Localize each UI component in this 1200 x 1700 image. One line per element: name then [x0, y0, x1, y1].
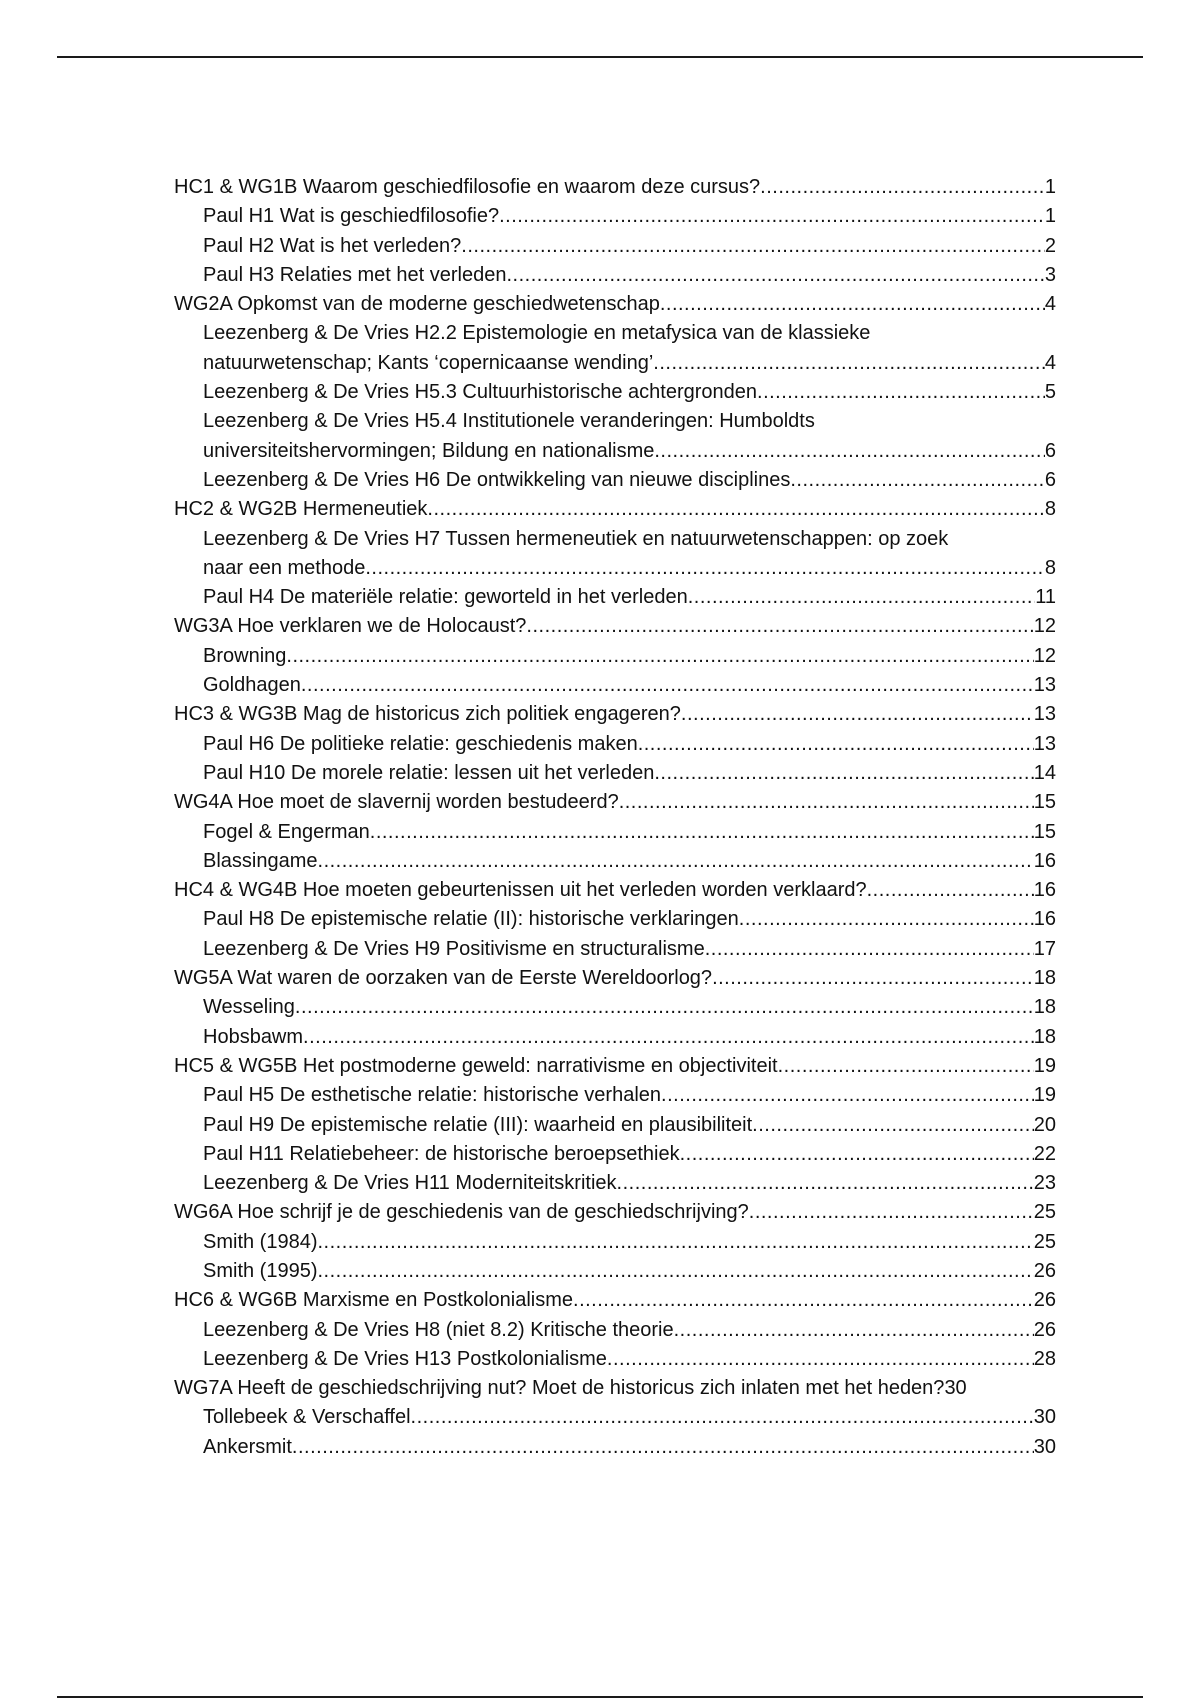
- toc-dot-leader: [286, 642, 1033, 671]
- toc-entry-title: Leezenberg & De Vries H11 Moderniteitskritiek: [203, 1172, 617, 1195]
- toc-dot-leader: [752, 1111, 1034, 1140]
- toc-entry-title: WG7A Heeft de geschiedschrijving nut? Moet de historicus zich inlaten met het heden?: [174, 1377, 945, 1400]
- toc-entry-title: Smith (1995): [203, 1259, 318, 1282]
- toc-page-number: 13: [1033, 674, 1056, 697]
- toc-entry-title: Ankersmit: [203, 1435, 292, 1458]
- toc-page-number: 1: [1044, 176, 1056, 198]
- toc-entry-title: Leezenberg & De Vries H13 Postkolonialisme: [203, 1347, 607, 1370]
- toc-entry-section[interactable]: [174, 700, 1056, 729]
- toc-entry-section[interactable]: [174, 1374, 1056, 1403]
- toc-dot-leader: [573, 1286, 1034, 1315]
- toc-entry-section[interactable]: [174, 1198, 1056, 1227]
- toc-entry-subsection[interactable]: [174, 905, 1056, 934]
- toc-entry-title: HC6 & WG6B Marxisme en Postkolonialisme: [174, 1289, 574, 1312]
- toc-dot-leader: [739, 905, 1034, 934]
- toc-entry-title: Paul H9 De epistemische relatie (III): waarheid en plausibiliteit: [203, 1113, 753, 1136]
- toc-entry-title: Paul H11 Relatiebeheer: de historische beroepsethiek: [203, 1142, 680, 1165]
- toc-page-number: 28: [1033, 1347, 1056, 1370]
- toc-page-number: 30: [1033, 1435, 1056, 1458]
- toc-entry-section[interactable]: [174, 788, 1056, 817]
- toc-entry-section[interactable]: [174, 964, 1056, 993]
- toc-entry-subsection[interactable]: [174, 1345, 1056, 1374]
- toc-entry-subsection[interactable]: [174, 202, 1056, 231]
- toc-entry-title-line1: Leezenberg & De Vries H2.2 Epistemologie en metafysica van de klassieke: [203, 322, 871, 345]
- toc-page-number: 25: [1033, 1201, 1056, 1224]
- toc-dot-leader: [757, 378, 1045, 407]
- toc-dot-leader: [619, 788, 1034, 817]
- toc-page-number: 26: [1033, 1259, 1056, 1282]
- toc-page-number: 4: [1044, 293, 1056, 316]
- toc-entry-subsection[interactable]: [174, 935, 1056, 964]
- toc-entry-subsection[interactable]: [174, 642, 1056, 671]
- toc-dot-leader: [617, 1169, 1034, 1198]
- toc-entry-subsection[interactable]: [174, 1111, 1056, 1140]
- toc-entry-title: HC2 & WG2B Hermeneutiek: [174, 498, 428, 521]
- toc-entry-title: Leezenberg & De Vries H6 De ontwikkeling van nieuwe disciplines: [203, 468, 791, 491]
- toc-entry-section[interactable]: [174, 495, 1056, 524]
- toc-page-number: 8: [1044, 556, 1056, 579]
- toc-dot-leader: [712, 964, 1034, 993]
- toc-dot-leader: [365, 554, 1045, 583]
- toc-dot-leader: [303, 1023, 1034, 1052]
- toc-dot-leader: [705, 935, 1034, 964]
- toc-entry-title: HC4 & WG4B Hoe moeten gebeurtenissen uit het verleden worden verklaard?: [174, 879, 867, 902]
- toc-entry-section[interactable]: [174, 876, 1056, 905]
- toc-entry-title: Leezenberg & De Vries H8 (niet 8.2) Kritische theorie: [203, 1318, 674, 1341]
- toc-dot-leader: [654, 759, 1033, 788]
- toc-entry-subsection[interactable]: [174, 818, 1056, 847]
- toc-entry-title: Tollebeek & Verschaffel: [203, 1406, 411, 1429]
- toc-entry-subsection[interactable]: [174, 583, 1056, 612]
- toc-page-number: 16: [1033, 908, 1056, 931]
- toc-entry-title: Wesseling: [203, 996, 295, 1019]
- toc-page-number: 18: [1033, 967, 1056, 990]
- toc-entry-title: Paul H8 De epistemische relatie (II): historische verklaringen: [203, 908, 739, 931]
- toc-entry-title: natuurwetenschap; Kants ‘copernicaanse wending’: [203, 351, 654, 374]
- toc-dot-leader: [507, 261, 1045, 290]
- toc-dot-leader: [661, 1081, 1034, 1110]
- toc-entry-title: WG6A Hoe schrijf je de geschiedenis van de geschiedschrijving?: [174, 1201, 749, 1224]
- toc-entry-title: Paul H2 Wat is het verleden?: [203, 234, 462, 257]
- toc-entry-title: HC3 & WG3B Mag de historicus zich politiek engageren?: [174, 703, 681, 726]
- toc-entry-subsection[interactable]: [174, 261, 1056, 290]
- toc-entry-title-line1: Leezenberg & De Vries H7 Tussen hermeneutiek en natuurwetenschappen: op zoek: [203, 527, 949, 550]
- toc-entry-section[interactable]: [174, 173, 1056, 202]
- toc-entry-title: Leezenberg & De Vries H9 Positivisme en structuralisme: [203, 937, 705, 960]
- toc-entry-section[interactable]: [174, 1286, 1056, 1315]
- toc-entry-subsection[interactable]: [174, 1081, 1056, 1110]
- toc-page-number: 25: [1033, 1230, 1056, 1253]
- toc-entry-subsection[interactable]: [174, 1228, 1056, 1257]
- toc-entry-section[interactable]: [174, 1052, 1056, 1081]
- toc-page-number: 16: [1033, 849, 1056, 872]
- toc-page-number: 2: [1044, 234, 1056, 257]
- toc-page-number: 18: [1033, 1025, 1056, 1048]
- toc-entry-title: Paul H4 De materiële relatie: geworteld in het verleden: [203, 586, 688, 609]
- toc-dot-leader: [292, 1433, 1034, 1462]
- toc-dot-leader: [461, 232, 1045, 261]
- toc-dot-leader: [318, 1257, 1034, 1286]
- toc-entry-title: WG5A Wat waren de oorzaken van de Eerste Wereldoorlog?: [174, 967, 713, 990]
- toc-page-number: 17: [1033, 937, 1056, 960]
- toc-page-number: 22: [1033, 1142, 1056, 1165]
- toc-page-number: 26: [1033, 1289, 1056, 1312]
- toc-entry-subsection[interactable]: [174, 1403, 1056, 1432]
- toc-page-number: 4: [1044, 351, 1056, 374]
- toc-dot-leader: [674, 1316, 1034, 1345]
- toc-page-number: 18: [1033, 996, 1056, 1019]
- toc-page-number: 11: [1035, 586, 1056, 609]
- toc-dot-leader: [760, 173, 1045, 202]
- toc-page-number: 16: [1033, 879, 1056, 902]
- toc-entry-title: Blassingame: [203, 849, 318, 872]
- toc-entry-title: Browning: [203, 644, 287, 667]
- toc-entry-title: Leezenberg & De Vries H5.3 Cultuurhistorische achtergronden: [203, 381, 758, 404]
- header-rule: [57, 56, 1143, 58]
- toc-page-number: 1: [1044, 205, 1056, 228]
- toc-page-number: 3: [1044, 263, 1056, 286]
- toc-dot-leader: [680, 1140, 1034, 1169]
- toc-entry-title-line1: Leezenberg & De Vries H5.4 Institutionele veranderingen: Humboldts: [203, 410, 815, 433]
- toc-dot-leader: [318, 847, 1034, 876]
- toc-page-number: 19: [1033, 1054, 1056, 1077]
- toc-dot-leader: [318, 1228, 1034, 1257]
- toc-entry-title: Paul H1 Wat is geschiedfilosofie?: [203, 205, 500, 228]
- toc-dot-leader: [681, 700, 1034, 729]
- toc-dot-leader: [607, 1345, 1034, 1374]
- table-of-contents: [174, 173, 1056, 1462]
- toc-dot-leader: [370, 818, 1034, 847]
- toc-page-number: 14: [1033, 761, 1056, 784]
- toc-dot-leader: [499, 202, 1045, 231]
- toc-page-number: 20: [1033, 1113, 1056, 1136]
- toc-page-number: 6: [1044, 468, 1056, 491]
- toc-entry-subsection[interactable]: [174, 1316, 1056, 1345]
- toc-page-number: 6: [1044, 439, 1056, 462]
- toc-dot-leader: [778, 1052, 1034, 1081]
- toc-dot-leader: [411, 1403, 1034, 1432]
- toc-dot-leader: [867, 876, 1034, 905]
- toc-entry-subsection[interactable]: [174, 671, 1056, 700]
- toc-entry-title: naar een methode: [203, 556, 366, 579]
- toc-entry-section[interactable]: [174, 290, 1056, 319]
- toc-entry-title: WG2A Opkomst van de moderne geschiedwetenschap: [174, 293, 660, 316]
- toc-page-number: 12: [1033, 644, 1056, 667]
- toc-dot-leader: [749, 1198, 1034, 1227]
- toc-page-number: 12: [1033, 615, 1056, 638]
- toc-entry-title: Fogel & Engerman: [203, 820, 370, 843]
- toc-entry-subsection[interactable]: [174, 319, 1056, 378]
- toc-entry-title: WG4A Hoe moet de slavernij worden bestudeerd?: [174, 791, 619, 814]
- toc-dot-leader: [638, 730, 1034, 759]
- toc-entry-title: Hobsbawm: [203, 1025, 304, 1048]
- toc-entry-subsection[interactable]: [174, 1023, 1056, 1052]
- toc-dot-leader: [654, 437, 1045, 466]
- toc-entry-subsection[interactable]: [174, 1257, 1056, 1286]
- toc-entry-title: Paul H10 De morele relatie: lessen uit het verleden: [203, 761, 655, 784]
- toc-dot-leader: [653, 349, 1045, 378]
- toc-entry-subsection[interactable]: [174, 407, 1056, 466]
- toc-dot-leader: [688, 583, 1036, 612]
- toc-entry-title: universiteitshervormingen; Bildung en nationalisme: [203, 439, 655, 462]
- toc-dot-leader: [295, 993, 1034, 1022]
- toc-entry-subsection[interactable]: [174, 993, 1056, 1022]
- toc-entry-subsection[interactable]: [174, 232, 1056, 261]
- toc-entry-subsection[interactable]: [174, 1140, 1056, 1169]
- toc-entry-title: WG3A Hoe verklaren we de Holocaust?: [174, 615, 527, 638]
- toc-entry-subsection[interactable]: [174, 525, 1056, 584]
- toc-entry-subsection[interactable]: [174, 730, 1056, 759]
- toc-page-number: 26: [1033, 1318, 1056, 1341]
- footer-rule: [57, 1696, 1143, 1698]
- toc-dot-leader: [526, 612, 1033, 641]
- toc-page-number: 8: [1044, 498, 1056, 521]
- toc-entry-subsection[interactable]: [174, 759, 1056, 788]
- toc-dot-leader: [427, 495, 1044, 524]
- toc-entry-title: Smith (1984): [203, 1230, 318, 1253]
- toc-page-number: 15: [1033, 791, 1056, 814]
- toc-page-number: 5: [1044, 381, 1056, 404]
- toc-entry-title: HC5 & WG5B Het postmoderne geweld: narrativisme en objectiviteit: [174, 1054, 778, 1077]
- toc-entry-subsection[interactable]: [174, 378, 1056, 407]
- toc-page-number: 15: [1033, 820, 1056, 843]
- toc-dot-leader: [660, 290, 1045, 319]
- toc-entry-title: HC1 & WG1B Waarom geschiedfilosofie en waarom deze cursus?: [174, 176, 761, 198]
- toc-entry-title: Paul H6 De politieke relatie: geschiedenis maken: [203, 732, 638, 755]
- toc-entry-subsection[interactable]: [174, 466, 1056, 495]
- toc-page-number: 13: [1033, 732, 1056, 755]
- toc-entry-subsection[interactable]: [174, 1433, 1056, 1462]
- toc-entry-title: Goldhagen: [203, 674, 301, 697]
- toc-entry-title: Paul H3 Relaties met het verleden: [203, 263, 507, 286]
- toc-entry-subsection[interactable]: [174, 847, 1056, 876]
- toc-page-number: 30: [944, 1377, 967, 1400]
- toc-entry-title: Paul H5 De esthetische relatie: historische verhalen: [203, 1084, 662, 1107]
- toc-dot-leader: [790, 466, 1045, 495]
- toc-page-number: 30: [1033, 1406, 1056, 1429]
- toc-page-number: 13: [1033, 703, 1056, 726]
- toc-dot-leader: [301, 671, 1034, 700]
- toc-page-number: 23: [1033, 1172, 1056, 1195]
- toc-entry-subsection[interactable]: [174, 1169, 1056, 1198]
- toc-entry-section[interactable]: [174, 612, 1056, 641]
- toc-page-number: 19: [1033, 1084, 1056, 1107]
